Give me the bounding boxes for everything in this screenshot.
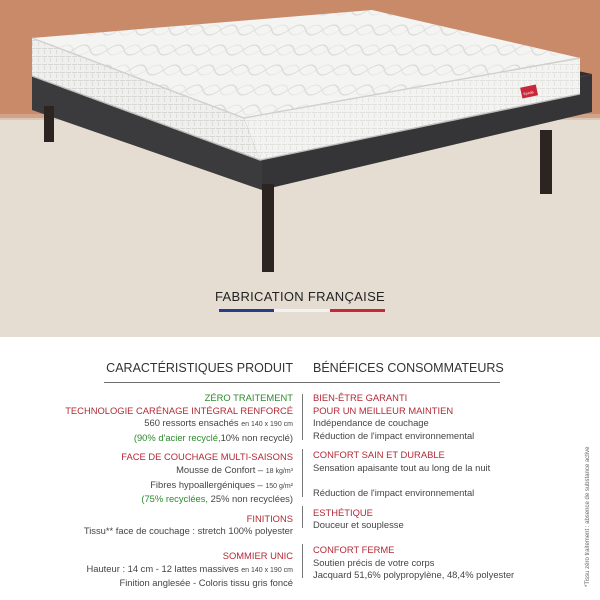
- s4-right-line-1: Soutien précis de votre corps: [313, 556, 435, 568]
- s3-right-title: ESTHÉTIQUE: [313, 506, 373, 518]
- s1-left-line-2: (90% d'acier recyclé,10% non recyclé): [133, 431, 293, 443]
- leg-front-center: [262, 184, 274, 272]
- brand-label-text: Epeda: [523, 90, 534, 97]
- s1-right-title-1: BIEN-ÊTRE GARANTI: [313, 392, 408, 403]
- s2-left-line-3: (75% recyclées, 25% non recyclées): [141, 493, 293, 505]
- s2-right-line-2: Réduction de l'impact environnemental: [313, 487, 475, 499]
- s4-left-title: SOMMIER UNIC: [222, 549, 293, 561]
- s1-left-title-1: ZÉRO TRAITEMENT: [204, 392, 293, 403]
- s1-right-line-2: Réduction de l'impact environnemental: [313, 429, 475, 441]
- s3-left-line-1: Tissu** face de couchage : stretch 100% polyester: [83, 525, 293, 537]
- product-characteristics-column: [65, 392, 293, 590]
- s1-right-line-1: Indépendance de couchage: [313, 417, 429, 429]
- s4-right-title: CONFORT FERME: [313, 543, 395, 555]
- header-product-characteristics: CARACTÉRISTIQUES PRODUIT: [106, 361, 293, 375]
- s1-left-title-2: TECHNOLOGIE CARÉNAGE INTÉGRAL RENFORCÉ: [65, 404, 293, 416]
- s3-left-title: FINITIONS: [246, 512, 293, 524]
- divider-s4: [302, 544, 303, 578]
- s3-right-line-1: Douceur et souplesse: [313, 519, 404, 531]
- s2-right-line-1: Sensation apaisante tout au long de la nuit: [313, 461, 491, 473]
- s2-left-line-2: Fibres hypoallergéniques – 150 g/m²: [150, 478, 293, 490]
- divider-s2: [302, 449, 303, 497]
- footnote-vertical: *Tissu zéro traitement : absence de substance active: [585, 446, 591, 587]
- s2-right-title: CONFORT SAIN ET DURABLE: [313, 449, 445, 461]
- leg-front-left: [44, 106, 54, 142]
- s4-left-line-2: Finition anglesée - Coloris tissu gris foncé: [119, 577, 293, 589]
- divider-s3: [302, 506, 303, 528]
- header-rule: [104, 382, 500, 383]
- s2-left-title: FACE DE COUCHAGE MULTI-SAISONS: [121, 451, 293, 463]
- s1-left-line-1: 560 ressorts ensachés en 140 x 190 cm: [144, 417, 293, 429]
- french-flag-underline: [219, 309, 385, 312]
- consumer-benefits-column: [313, 392, 514, 582]
- header-consumer-benefits: BÉNÉFICES CONSOMMATEURS: [313, 361, 504, 375]
- fabrication-francaise: FABRICATION FRANÇAISE: [214, 289, 386, 304]
- s1-right-title-2: POUR UN MEILLEUR MAINTIEN: [313, 404, 454, 416]
- s4-right-line-2: Jacquard 51,6% polypropylène, 48,4% polyester: [313, 569, 515, 581]
- s2-left-line-1: Mousse de Confort – 18 kg/m³: [176, 463, 293, 475]
- divider-s1: [302, 394, 303, 440]
- leg-right: [540, 130, 552, 194]
- spec-table: [0, 337, 600, 600]
- s4-left-line-1: Hauteur : 14 cm - 12 lattes massives en 140 x 190 cm: [86, 562, 293, 574]
